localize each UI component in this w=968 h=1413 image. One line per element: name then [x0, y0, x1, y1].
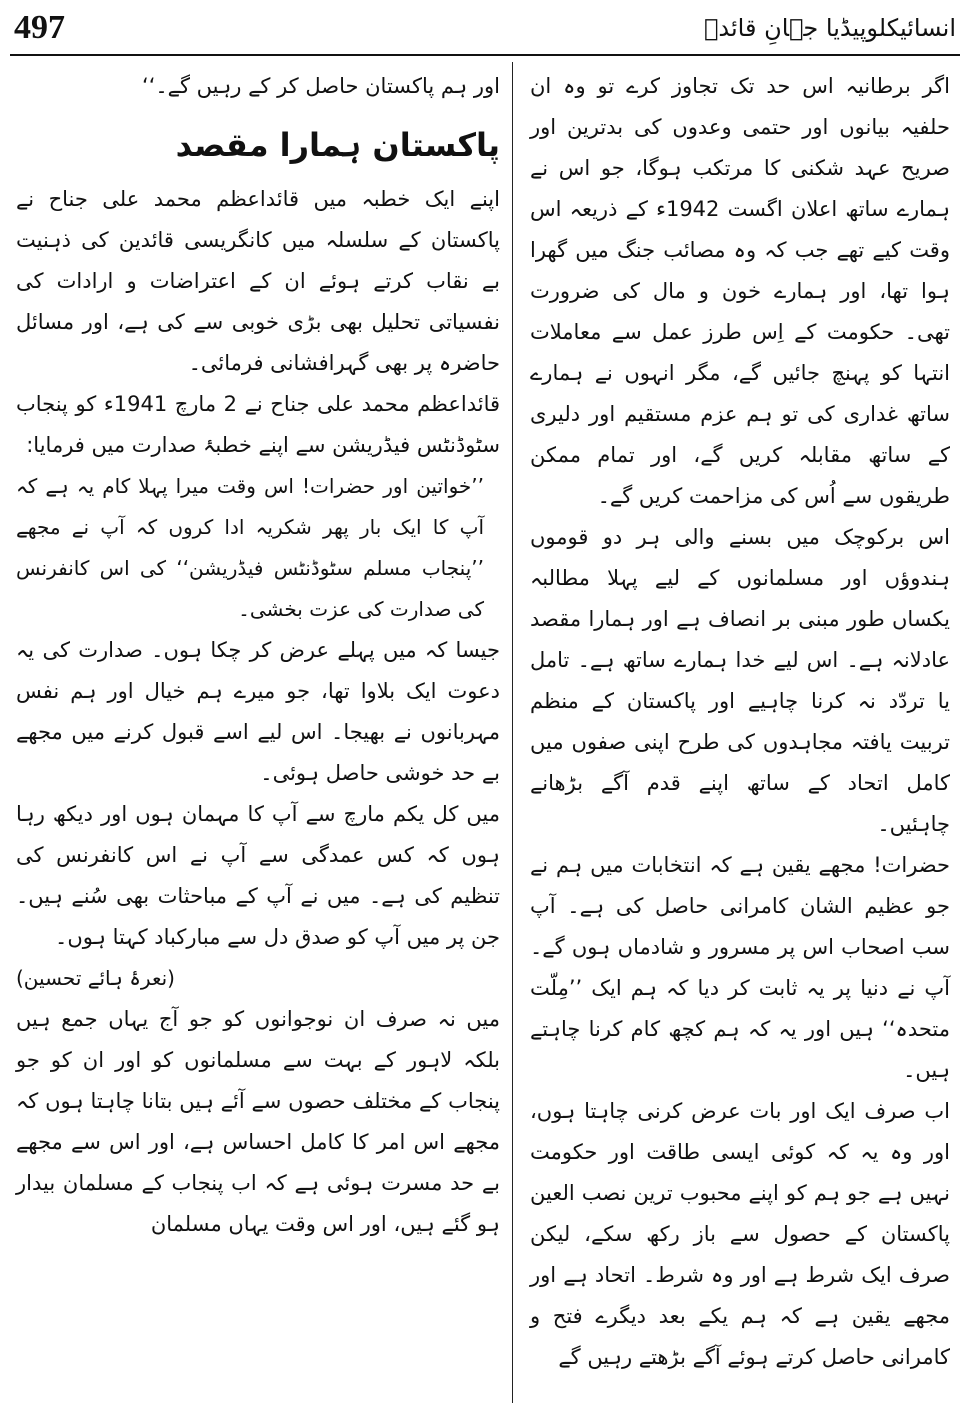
- paragraph: اگر برطانیہ اس حد تک تجاوز کرے تو وہ ان حلفیہ بیانوں اور حتمی وعدوں کی بدترین اور صریح عہد شکنی کا مرتکب ہوگا، جو اس نے ہمارے ساتھ اعلان اگست 1942ء کے ذریعہ اس وقت کیے تھے جب کہ وہ مصائب جنگ میں گھرا ہوا تھا، اور ہمارے خون و مال کی ضرورت تھی۔ حکومت کے اِس طرز عمل سے معاملات انتہا کو پہنچ جائیں گے، مگر انہوں نے ہمارے ساتھ غداری کی تو ہم عزم مستقیم اور دلیری کے ساتھ مقابلہ کریں گے، اور تمام ممکن طریقوں سے اُس کی مزاحمت کریں گے۔: [530, 74, 950, 508]
- cheer-note: (نعرۂ ہائے تحسین): [16, 966, 175, 990]
- page-header: [0, 0, 968, 58]
- header-rule: [10, 54, 960, 56]
- opening-line: اور ہم پاکستان حاصل کر کے رہیں گے۔‘‘: [142, 74, 500, 98]
- running-title: انسائیکلوپیڈیا جہانِ قائدؒ: [704, 14, 956, 42]
- paragraph: اب صرف ایک اور بات عرض کرنی چاہتا ہوں، اور وہ یہ کہ کوئی ایسی طاقت اور حکومت نہیں ہے جو ہم کو اپنے محبوب ترین نصب العین پاکستان کے حصول سے باز رکھ سکے، لیکن صرف ایک شرط ہے اور وہ شرط۔ اتحاد ہے اور مجھے یقین ہے کہ ہم یکے بعد دیگرے فتح و کامرانی حاصل کرتے ہوئے آگے بڑھتے رہیں گے: [530, 1099, 950, 1369]
- left-column: [16, 66, 500, 1245]
- speech-quote: ’’خواتین اور حضرات! اس وقت میرا پہلا کام یہ ہے کہ آپ کا ایک بار پھر شکریہ ادا کروں کہ آپ نے مجھے ’’پنجاب مسلم سٹوڈنٹس فیڈریشن‘‘ کی اس کانفرنس کی صدارت کی عزت بخشی۔: [16, 474, 484, 621]
- right-column: [530, 66, 950, 1378]
- column-divider: [512, 62, 513, 1403]
- paragraph: میں نہ صرف ان نوجوانوں کو جو آج یہاں جمع ہیں بلکہ لاہور کے بہت سے مسلمانوں کو اور ان کو جو پنجاب کے مختلف حصوں سے آئے ہیں بتانا چاہتا ہوں کہ مجھے اس امر کا کامل احساس ہے، اور اس سے مجھے بے حد مسرت ہوئی ہے کہ اب پنجاب کے مسلمان بیدار ہو گئے ہیں، اور اس وقت یہاں مسلمان: [16, 1007, 500, 1236]
- paragraph: اس برکوچک میں بسنے والی ہر دو قوموں ہندوؤں اور مسلمانوں کے لیے پہلا مطالبہ یکساں طور مبنی بر انصاف ہے اور ہمارا مقصد عادلانہ ہے۔ اس لیے خدا ہمارے ساتھ ہے۔ تامل یا تردّد نہ کرنا چاہیے اور پاکستان کے منظم تربیت یافتہ مجاہدوں کی طرح اپنی صفوں میں کامل اتحاد کے ساتھ اپنے قدم آگے بڑھانے چاہئیں۔: [530, 525, 950, 836]
- paragraph: میں کل یکم مارچ سے آپ کا مہمان ہوں اور دیکھ رہا ہوں کہ کس عمدگی سے آپ نے اس کانفرنس کی تنظیم کی ہے۔ میں نے آپ کے مباحثات بھی سُنے ہیں۔ جن پر میں آپ کو صدق دل سے مبارکباد کہتا ہوں۔: [16, 802, 500, 949]
- section-heading: پاکستان ہمارا مقصد: [175, 126, 500, 164]
- paragraph: جیسا کہ میں پہلے عرض کر چکا ہوں۔ صدارت کی یہ دعوت ایک بلاوا تھا، جو میرے ہم خیال اور ہم نفس مہربانوں نے بھیجا۔ اس لیے اسے قبول کرنے میں مجھے بے حد خوشی حاصل ہوئی۔: [16, 638, 500, 785]
- paragraph: حضرات! مجھے یقین ہے کہ انتخابات میں ہم نے جو عظیم الشان کامرانی حاصل کی ہے۔ آپ سب اصحاب اس پر مسرور و شادماں ہوں گے۔ آپ نے دنیا پر یہ ثابت کر دیا کہ ہم ایک ’’مِلّت متحدہ‘‘ ہیں اور یہ کہ ہم کچھ کام کرنا چاہتے ہیں۔: [530, 853, 950, 1082]
- paragraph: قائداعظم محمد علی جناح نے 2 مارچ 1941ء کو پنجاب سٹوڈنٹس فیڈریشن سے اپنے خطبۂ صدارت میں فرمایا:: [16, 392, 501, 457]
- page-number: 497: [14, 9, 65, 46]
- paragraph: اپنے ایک خطبہ میں قائداعظم محمد علی جناح نے پاکستان کے سلسلہ میں کانگریسی قائدین کی ذہنیت بے نقاب کرتے ہوئے ان کے اعتراضات و ارادات کی نفسیاتی تحلیل بھی بڑی خوبی سے کی ہے، اور مسائل حاضرہ پر بھی گہرافشانی فرمائی۔: [16, 187, 500, 375]
